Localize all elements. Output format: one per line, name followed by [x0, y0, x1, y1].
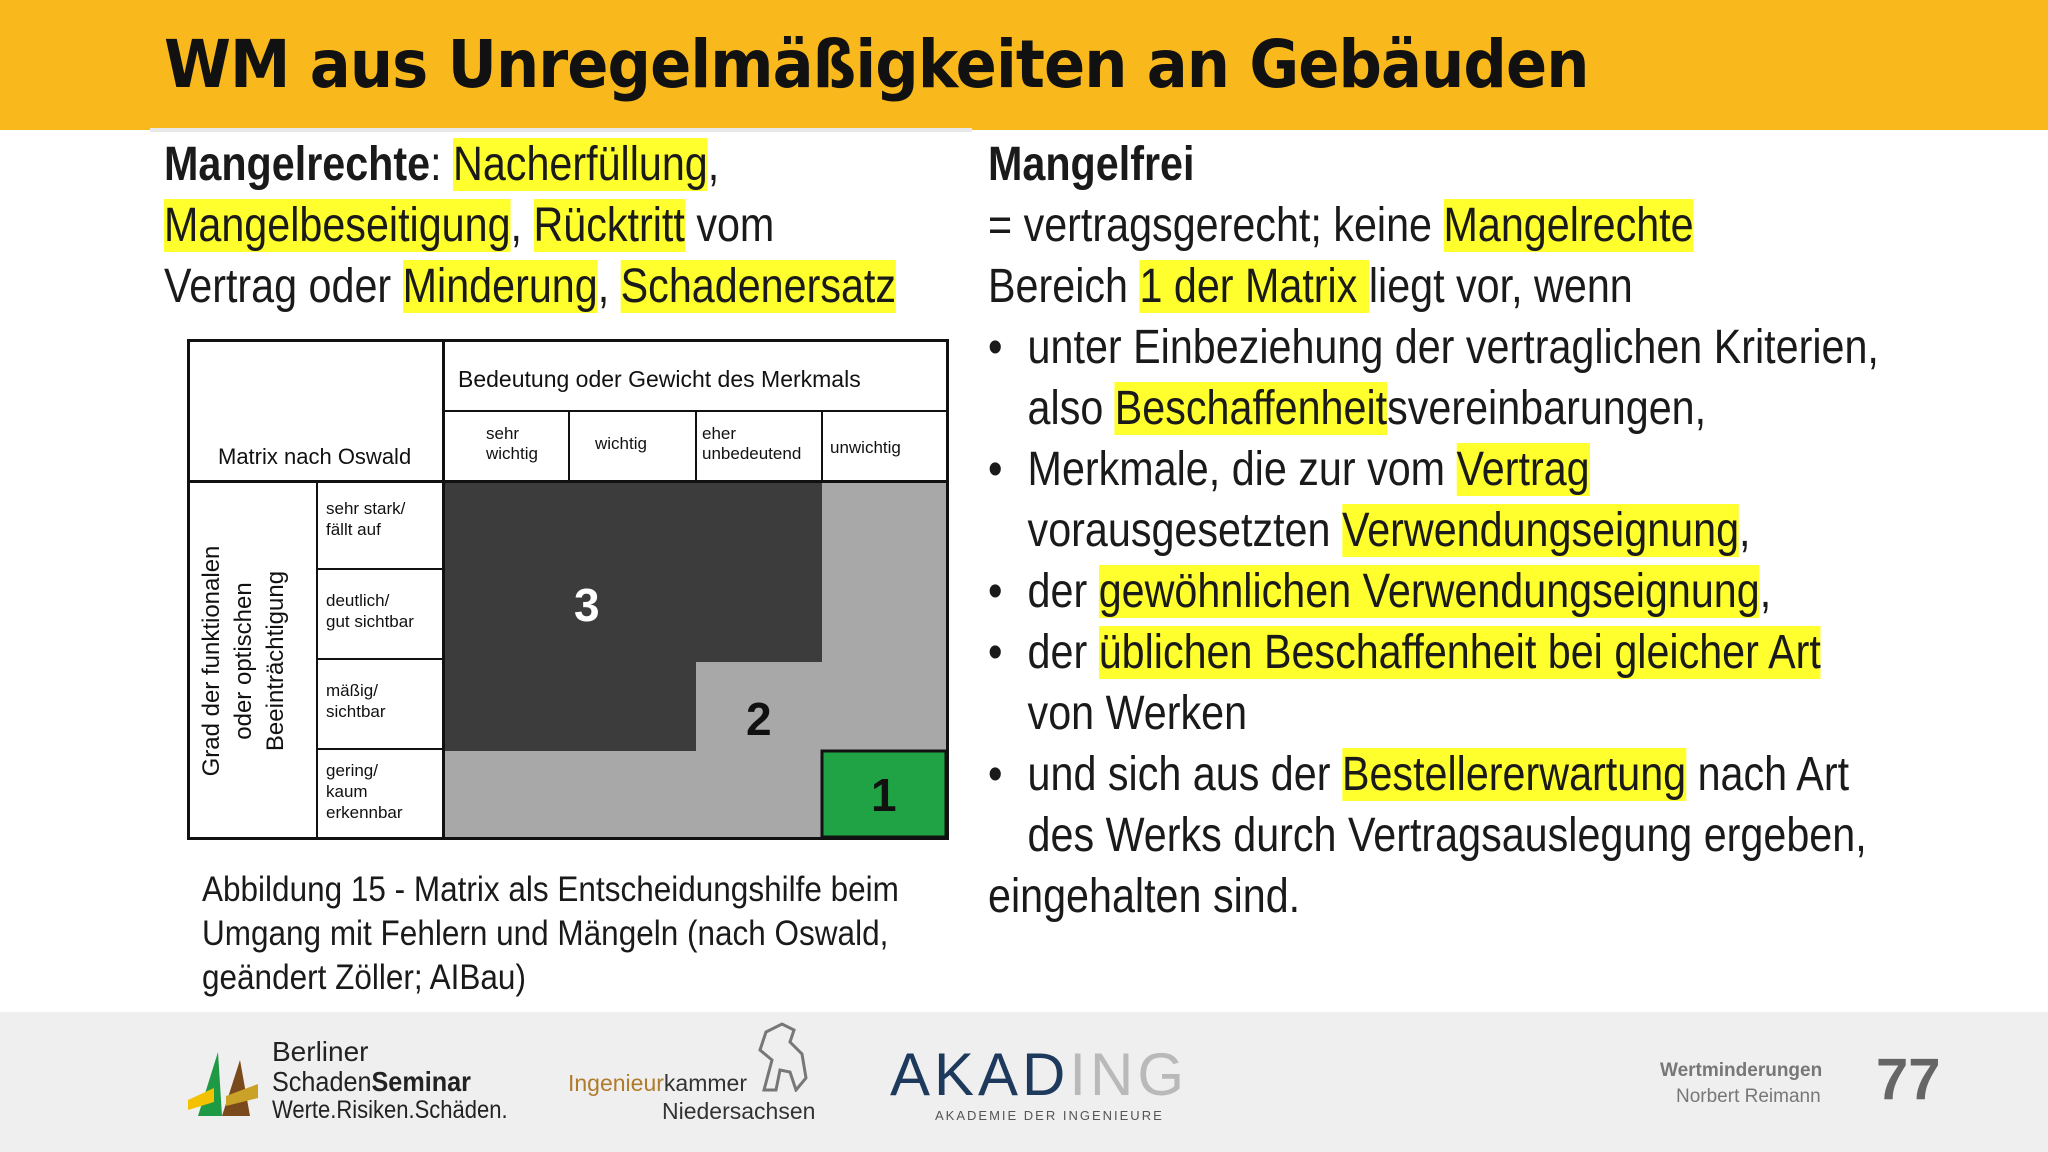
row-header-line: mäßig/ — [326, 681, 378, 700]
col-header-line: eher — [702, 424, 737, 443]
grid-hline-top — [442, 410, 946, 412]
ingenieurkammer-logo-line-1 — [568, 1070, 747, 1097]
grid-hline-row2 — [316, 658, 444, 660]
text-also: also — [1027, 382, 1115, 435]
mangelfrei-paragraph — [988, 134, 1879, 927]
horse-icon — [744, 1020, 812, 1092]
text-bereich: Bereich — [988, 260, 1140, 313]
highlight-vertrag: Vertrag — [1456, 443, 1590, 496]
side-header-line: oder optischen — [230, 582, 257, 740]
caption-line: Abbildung 15 - Matrix als Entscheidungshilfe beim — [202, 870, 899, 909]
row-header-line: sehr stark/ — [326, 499, 406, 518]
comma: , — [510, 199, 534, 252]
matrix-corner-label: Matrix nach Oswald — [218, 444, 412, 469]
bullet: • — [988, 443, 1003, 496]
figure-caption — [202, 868, 899, 1000]
highlight-minderung: Minderung — [402, 260, 598, 313]
ingenieurkammer-logo-line-2: Niedersachsen — [662, 1098, 816, 1124]
page-title: WM aus Unregelmäßigkeiten an Gebäuden — [164, 26, 1589, 103]
page-number: 77 — [1876, 1047, 1941, 1112]
highlight-schadenersatz: Schadenersatz — [620, 260, 897, 313]
text-nach-art: nach Art — [1686, 748, 1850, 801]
row-header-maessig — [326, 680, 386, 722]
grid-hline-row1 — [316, 568, 444, 570]
text-von-werken: von Werken — [1027, 687, 1248, 740]
text-liegt-vor: liegt vor, wenn — [1368, 260, 1633, 313]
zone-1-label: 1 — [871, 769, 897, 821]
bss-logo-line-2 — [272, 1066, 471, 1098]
grid-hline-row3 — [316, 748, 444, 750]
side-header — [196, 496, 292, 826]
footer-topic: Wertminderungen — [1660, 1060, 1823, 1081]
comma: , — [1739, 504, 1751, 557]
side-header-line: Grad der funktionalen — [198, 545, 225, 777]
colon: : — [430, 138, 454, 191]
ik-ingenieur: Ingenieur — [568, 1070, 664, 1096]
row-header-line: sichtbar — [326, 702, 386, 721]
akading-subtitle: AKADEMIE DER INGENIEURE — [935, 1108, 1164, 1123]
grid-hline-header — [190, 480, 946, 483]
bullet: • — [988, 321, 1003, 374]
highlight-nacherfuellung: Nacherfüllung — [453, 138, 708, 191]
grid-vline-col2 — [695, 410, 697, 480]
highlight-uebliche-beschaffenheit: üblichen Beschaffenheit bei gleicher Art — [1098, 626, 1821, 679]
matrix-top-header: Bedeutung oder Gewicht des Merkmals — [458, 366, 861, 392]
text-der: der — [1027, 626, 1099, 679]
highlight-ruecktritt: Rücktritt — [533, 199, 685, 252]
col-header-wichtig: wichtig — [595, 434, 647, 453]
col-header-sehr-wichtig — [486, 424, 538, 464]
highlight-bestellererwartung: Bestellererwartung — [1341, 748, 1687, 801]
mangelrechte-label: Mangelrechte — [164, 138, 431, 191]
bullet: • — [988, 626, 1003, 679]
text-der: der — [1027, 565, 1099, 618]
text-vertragsgerecht: = vertragsgerecht; keine — [988, 199, 1444, 252]
footer-author: Norbert Reimann — [1676, 1086, 1821, 1107]
col-header-line: unbedeutend — [702, 444, 802, 463]
highlight-mangelbeseitigung: Mangelbeseitigung — [164, 199, 511, 252]
row-header-sehr-stark — [326, 498, 405, 540]
highlight-verwendungseignung: Verwendungseignung — [1341, 504, 1740, 557]
caption-line: Umgang mit Fehlern und Mängeln (nach Oswald, — [202, 914, 889, 953]
text-merkmale: Merkmale, die zur vom — [1027, 443, 1457, 496]
comma: , — [597, 260, 621, 313]
col-header-eher-unbedeutend — [702, 424, 801, 464]
akading-ing: ING — [1069, 1041, 1189, 1108]
bss-seminar: Seminar — [371, 1066, 471, 1097]
bss-logo-line-3: Werte.Risiken.Schäden. — [272, 1096, 508, 1124]
highlight-1-der-matrix: 1 der Matrix — [1139, 260, 1369, 313]
col-header-line: wichtig — [486, 444, 538, 463]
bss-logo-line-1: Berliner — [272, 1036, 369, 1067]
row-header-deutlich — [326, 590, 414, 632]
side-header-line: Beeinträchtigung — [262, 570, 289, 752]
row-header-line: kaum — [326, 782, 368, 801]
oswald-matrix — [187, 339, 949, 840]
highlight-gewoehnliche-verwendungseignung: gewöhnlichen Verwendungseignung — [1098, 565, 1760, 618]
bullet-1-line-1: unter Einbeziehung der vertraglichen Kriterien, — [1027, 321, 1879, 374]
col-header-unwichtig: unwichtig — [830, 438, 901, 457]
bullet: • — [988, 748, 1003, 801]
mangelfrei-heading: Mangelfrei — [988, 138, 1195, 191]
text-und-sich: und sich aus der — [1027, 748, 1342, 801]
akading-logo — [890, 1040, 1188, 1109]
row-header-line: gering/ — [326, 761, 378, 780]
highlight-beschaffenheit: Beschaffenheit — [1114, 382, 1388, 435]
row-header-line: fällt auf — [326, 520, 381, 539]
title-underline — [150, 128, 972, 132]
grid-vline-col1 — [568, 410, 570, 480]
text-des-werks: des Werks durch Vertragsauslegung ergeben, — [1027, 809, 1867, 862]
text-vertrag-oder: Vertrag oder — [164, 260, 403, 313]
text-eingehalten: eingehalten sind. — [988, 870, 1301, 923]
berliner-schadenseminar-logo-icon — [184, 1040, 264, 1120]
text-vorausgesetzten: vorausgesetzten — [1027, 504, 1342, 557]
comma: , — [1759, 565, 1772, 618]
comma: , — [707, 138, 720, 191]
akading-akad: AKAD — [890, 1041, 1070, 1108]
highlight-mangelrechte: Mangelrechte — [1443, 199, 1694, 252]
text-vom: vom — [684, 199, 775, 252]
col-header-line: sehr — [486, 424, 520, 443]
row-header-line: gut sichtbar — [326, 612, 414, 631]
row-header-gering — [326, 760, 403, 823]
row-header-line: erkennbar — [326, 803, 403, 822]
ik-kammer: kammer — [663, 1070, 747, 1096]
grid-vline-col3 — [821, 410, 823, 480]
bullet: • — [988, 565, 1003, 618]
zone-2-label: 2 — [746, 693, 772, 745]
caption-line: geändert Zöller; AIBau) — [202, 958, 526, 997]
mangelrechte-paragraph — [164, 134, 896, 317]
bss-schaden: Schaden — [272, 1066, 372, 1097]
text-svereinbarungen: svereinbarungen, — [1387, 382, 1707, 435]
zone-3-label: 3 — [574, 579, 600, 631]
row-header-line: deutlich/ — [326, 591, 390, 610]
grid-vline-side — [442, 342, 445, 837]
